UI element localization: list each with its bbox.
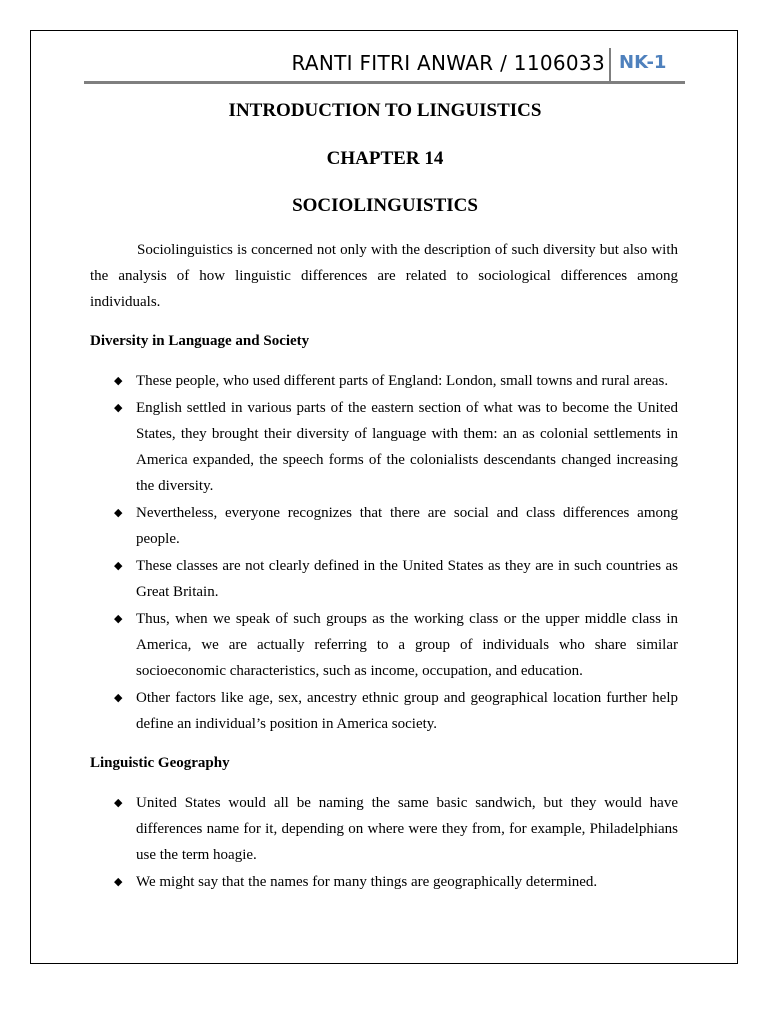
list-item bbox=[114, 368, 678, 394]
list-item bbox=[114, 790, 678, 868]
diamond-bullet-icon: ◆ bbox=[114, 375, 123, 387]
list-item bbox=[114, 500, 678, 552]
list-item-text: These classes are not clearly defined in the United States as they are in such countries as Great Britain. bbox=[136, 558, 678, 600]
diamond-bullet-icon: ◆ bbox=[114, 507, 123, 519]
list-item bbox=[114, 553, 678, 605]
list-item-text: United States would all be naming the same basic sandwich, but they would have differences name for it, depending on where were they from, for example, Philadelphians use the term hoagie. bbox=[136, 795, 678, 863]
class-code: NK-1 bbox=[619, 52, 667, 73]
list-item bbox=[114, 685, 678, 737]
diamond-bullet-icon: ◆ bbox=[114, 402, 123, 414]
list-item-text: Other factors like age, sex, ancestry ethnic group and geographical location further help define an individual’s position in America society. bbox=[136, 690, 678, 732]
section-linguistic-geography bbox=[90, 750, 678, 895]
chapter-title: CHAPTER 14 bbox=[326, 148, 444, 169]
section-diversity bbox=[90, 328, 678, 737]
diamond-bullet-icon: ◆ bbox=[114, 560, 123, 572]
page-header bbox=[84, 48, 685, 84]
document-body bbox=[90, 237, 678, 896]
diamond-bullet-icon: ◆ bbox=[114, 613, 123, 625]
section-heading: Linguistic Geography bbox=[90, 755, 230, 771]
list-item-text: These people, who used different parts of England: London, small towns and rural areas. bbox=[136, 373, 669, 389]
list-item bbox=[114, 395, 678, 499]
diamond-bullet-icon: ◆ bbox=[114, 876, 123, 888]
author-name-id: RANTI FITRI ANWAR / 1106033 bbox=[291, 51, 605, 75]
list-item-text: We might say that the names for many things are geographically determined. bbox=[136, 874, 598, 890]
document-page bbox=[30, 30, 738, 964]
diamond-bullet-icon: ◆ bbox=[114, 692, 123, 704]
list-item-text: English settled in various parts of the eastern section of what was to become the United States, they brought their diversity of language with them: an as colonial settlements in America expanded, the speech forms of the colonialists descendants changed increasing the diversity. bbox=[136, 400, 678, 494]
list-item bbox=[114, 869, 678, 895]
intro-paragraph: Sociolinguistics is concerned not only with the description of such diversity but also with the analysis of how linguistic differences are related to sociological differences among individuals. bbox=[90, 242, 678, 310]
header-rule bbox=[84, 81, 685, 84]
list-item-text: Nevertheless, everyone recognizes that there are social and class differences among people. bbox=[136, 505, 678, 547]
list-item-text: Thus, when we speak of such groups as the working class or the upper middle class in America, we are actually referring to a group of individuals who share similar socioeconomic characteristics, such as income, occupation, and education. bbox=[136, 611, 678, 679]
list-item bbox=[114, 606, 678, 684]
bullet-list bbox=[90, 790, 678, 895]
bullet-list bbox=[90, 368, 678, 737]
topic-title: SOCIOLINGUISTICS bbox=[292, 195, 478, 216]
diamond-bullet-icon: ◆ bbox=[114, 797, 123, 809]
section-heading: Diversity in Language and Society bbox=[90, 333, 310, 349]
course-title: INTRODUCTION TO LINGUISTICS bbox=[228, 100, 542, 121]
header-divider bbox=[609, 48, 611, 82]
